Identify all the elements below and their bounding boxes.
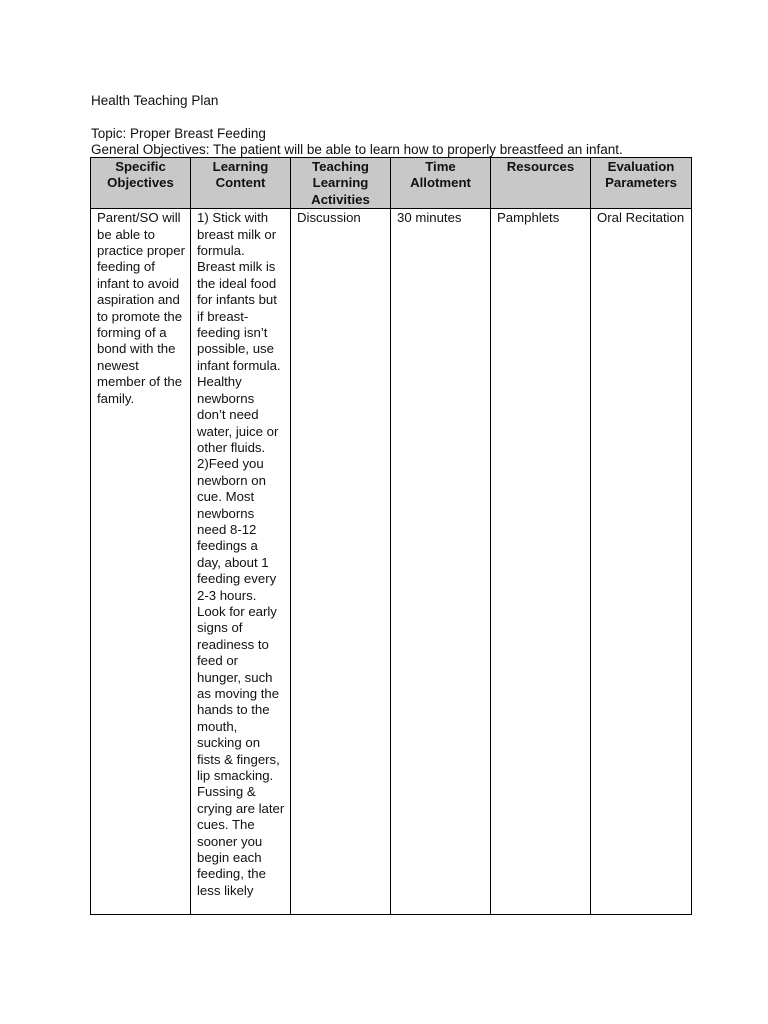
cell-learning-content (191, 209, 291, 915)
cell-resources (491, 209, 591, 915)
header-teaching-learning-activities: Teaching Learning Activities (291, 158, 391, 209)
topic-line: Topic: Proper Breast Feeding (91, 126, 266, 141)
header-time-allotment: Time Allotment (391, 158, 491, 209)
general-objectives-line: General Objectives: The patient will be able to learn how to properly breastfeed an infant. (91, 142, 623, 157)
cell-text: 1) Stick with breast milk or formula. Breast milk is the ideal food for infants but if breast-feeding isn’t possible, use infant formula. Healthy newborns don’t need water, juice or other fluids. 2)Feed you newborn on cue. Most newborns need 8-12 feedings a day, about 1 feeding every 2-3 hours. Look for early signs of readiness to feed or hunger, such as moving the hands to the mouth, sucking on fists & fingers, lip smacking. Fussing & crying are later cues. The sooner you begin each feeding, the less likely (197, 210, 285, 898)
header-specific-objectives: Specific Objectives (91, 158, 191, 209)
cell-text: Oral Recitation (597, 210, 685, 226)
cell-evaluation-parameters (591, 209, 692, 915)
header-evaluation-parameters: Evaluation Parameters (591, 158, 692, 209)
table-header-row (91, 158, 692, 209)
cell-text: Parent/SO will be able to practice proper feeding of infant to avoid aspiration and to promote the forming of a bond with the newest member of the family. (97, 210, 185, 406)
cell-teaching-learning-activities (291, 209, 391, 915)
cell-text: Pamphlets (497, 210, 560, 226)
document-title: Health Teaching Plan (91, 93, 219, 108)
cell-text: Discussion (297, 210, 361, 226)
header-learning-content: Learning Content (191, 158, 291, 209)
table-row (91, 209, 692, 915)
cell-specific-objectives (91, 209, 191, 915)
header-resources: Resources (491, 158, 591, 209)
cell-text: 30 minutes (397, 210, 462, 226)
cell-time-allotment (391, 209, 491, 915)
teaching-plan-table (90, 157, 692, 915)
